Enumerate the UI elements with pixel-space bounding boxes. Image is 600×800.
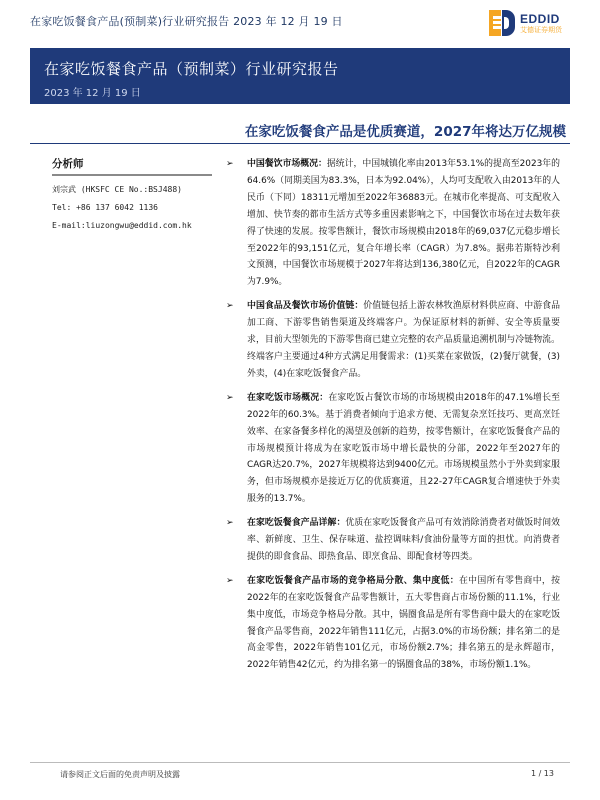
arrow-bullet-icon: ➢ [226,159,234,169]
bullet-home-dining [226,390,560,508]
report-title: 在家吃饭餐食产品（预制菜）行业研究报告 [44,60,339,78]
bullet-value-chain [226,298,560,383]
footer-divider [30,762,570,763]
bullet-competition [226,573,560,674]
eddid-logo [489,8,562,38]
analyst-tel: Tel: +86 137 6042 1136 [52,203,158,212]
bullet-body: 价值链包括上游农林牧渔原材料供应商、中游食品加工商、下游零售销售渠道及终端客户。为保证原材料的新鲜、安全等质量要求，目前大型领先的下游零售商已建立完整的农产品质量追溯机制与冷链物流。终端客户主要通过4种方式满足用餐需求：(1)买菜在家做饭，(2)餐厅就餐，(3)外卖，(4)在家吃饭餐食产品。 [247,301,561,379]
bullet-body: 在中国所有零售商中，按2022年的在家吃饭餐食产品零售额计，五大零售商占市场份额的11.1%，行业集中度低，市场竞争格局分散。其中，锅圈食品是所有零售商中最大的在家吃饭餐食产品零售商，2022年销售111亿元，占据3.0%的市场份额；排名第二的是高金零售，2022年销售101亿元，市场份额2.7%；排名第五的是永辉超市，2022年销售42亿元，约为排名第一的锅圈食品的38%，市场份额1.1%。 [247,575,561,671]
analyst-divider [52,174,212,176]
headline: 在家吃饭餐食产品是优质赛道，2027年将达万亿规模 [244,124,566,140]
bullet-body: 在家吃饭占餐饮市场的市场规模由2018年的47.1%增长至2022年的60.3%。基于消费者倾向于追求方便、无需复杂烹饪技巧、更高烹饪效率、在家备餐多样化的渴望及创新的趋势，按零售额计，在家吃饭餐食产品的市场规模预计将成为在家吃饭市场中增长最快的分部，2022年至2027年的CAGR达20.7%，2027年规模将达到9400亿元。市场规模虽然小于外卖到家服务，但市场规模亦是接近万亿的优质赛道，且22-27年CAGR复合增速快于外卖服务的13.7%。 [247,392,560,505]
arrow-bullet-icon: ➢ [226,301,234,312]
bullet-market-overview [226,156,560,291]
bullet-title: 中国餐饮市场概况： [247,159,327,169]
report-date: 2023 年 12 月 19 日 [44,88,141,99]
title-banner [30,48,570,104]
footer-disclaimer: 请参阅正文后面的免责声明及披露 [60,770,180,779]
bullet-title: 在家吃饭餐食产品市场的竞争格局分散、集中度低： [247,575,459,586]
arrow-bullet-icon: ➢ [226,575,234,586]
analyst-info [52,156,212,235]
bullet-body: 据统计，中国城镇化率由2013年53.1%的提高至2023年的64.6%（同期美国为83.3%，日本为92.04%），人均可支配收入由2013年的人民币（下同）18311元增加至2022年36883元。在城市化率提高、可支配收入增加、快节奏的都市生活方式等多重因素影响之下，中国餐饮市场在过去数年获得了快速的发展。按零售额计，餐饮市场规模由2018年的69,037亿元稳步增长至2022年的93,151亿元，复合年增长率（CAGR）为7.8%。据弗若斯特沙利文预测，中国餐饮市场规模于2027年将达到136,380亿元，自2022年的CAGR为7.9%。 [247,159,560,288]
headline-divider [30,143,570,144]
analyst-email[interactable]: E-mail:liuzongwu@eddid.com.hk [52,221,192,230]
bullet-body: 优质在家吃饭餐食产品可有效消除消费者对做饭时间效率、新鲜度、卫生、保存味道、盐控调味料/食油份量等方面的担忧。向消费者提供的即食食品、即热食品、即烹食品、即配食材等四类。 [247,518,561,562]
bullet-title: 在家吃饭餐食产品详解： [247,518,346,529]
eddid-logo-mark-icon [489,10,515,36]
report-running-title: 在家吃饭餐食产品(预制菜)行业研究报告 2023 年 12 月 19 日 [30,15,343,28]
analyst-heading: 分析师 [52,158,84,170]
key-points [226,156,560,681]
bullet-title: 在家吃饭市场概况： [247,392,329,403]
page-number: 1 / 13 [530,769,554,778]
analyst-name: 刘宗武 (HKSFC CE No.:BSJ488) [52,185,182,194]
logo-text-en: EDDID [520,11,560,26]
bullet-product-detail [226,515,560,566]
logo-text-cn: 艾德证券期货 [520,25,562,34]
arrow-bullet-icon: ➢ [226,392,234,403]
arrow-bullet-icon: ➢ [226,518,234,529]
bullet-title: 中国食品及餐饮市场价值链： [247,301,364,312]
